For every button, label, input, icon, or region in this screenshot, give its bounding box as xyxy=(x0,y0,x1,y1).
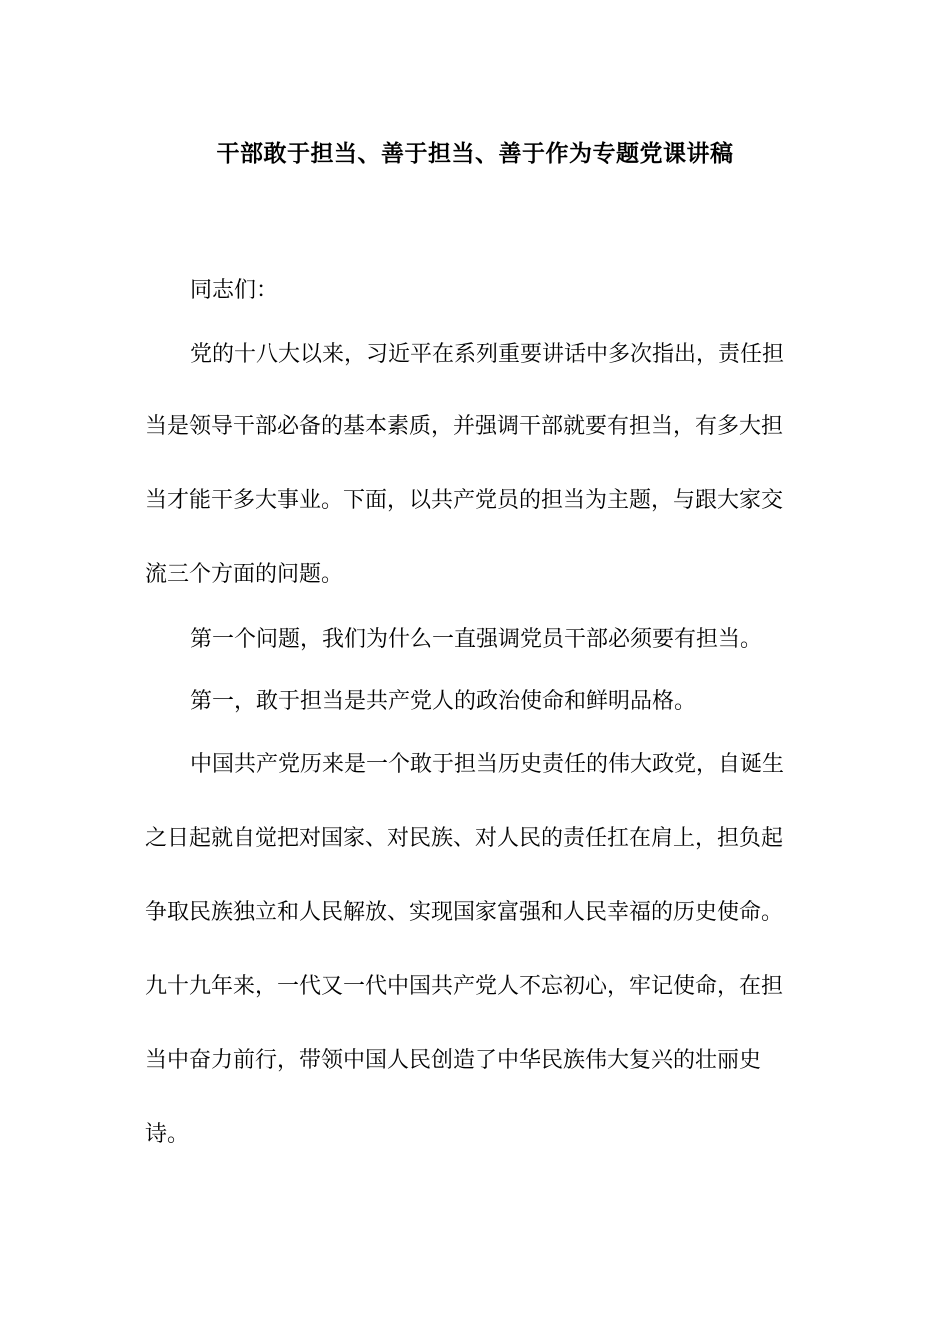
paragraph-line: 当才能干多大事业。下面，以共产党员的担当为主题，与跟大家交 xyxy=(145,488,784,513)
paragraph-line: 流三个方面的问题。 xyxy=(145,562,344,587)
paragraph-line: 争取民族独立和人民解放、实现国家富强和人民幸福的历史使命。 xyxy=(145,900,784,925)
paragraph-line: 中国共产党历来是一个敢于担当历史责任的伟大政党，自诞生 xyxy=(190,752,785,777)
paragraph-line: 诗。 xyxy=(145,1122,190,1147)
section-heading: 第一个问题，我们为什么一直强调党员干部必须要有担当。 xyxy=(190,627,763,652)
paragraph-line: 党的十八大以来，习近平在系列重要讲话中多次指出，责任担 xyxy=(190,342,785,367)
subsection-heading: 第一，敢于担当是共产党人的政治使命和鲜明品格。 xyxy=(190,689,697,714)
paragraph-line: 当是领导干部必备的基本素质，并强调干部就要有担当，有多大担 xyxy=(145,414,784,439)
document-title: 干部敢于担当、善于担当、善于作为专题党课讲稿 xyxy=(216,140,734,167)
paragraph-line: 九十九年来，一代又一代中国共产党人不忘初心，牢记使命，在担 xyxy=(145,974,784,999)
salutation: 同志们： xyxy=(190,278,279,303)
paragraph-line: 当中奋力前行，带领中国人民创造了中华民族伟大复兴的壮丽史 xyxy=(145,1048,762,1073)
paragraph-line: 之日起就自觉把对国家、对民族、对人民的责任扛在肩上，担负起 xyxy=(145,826,784,851)
